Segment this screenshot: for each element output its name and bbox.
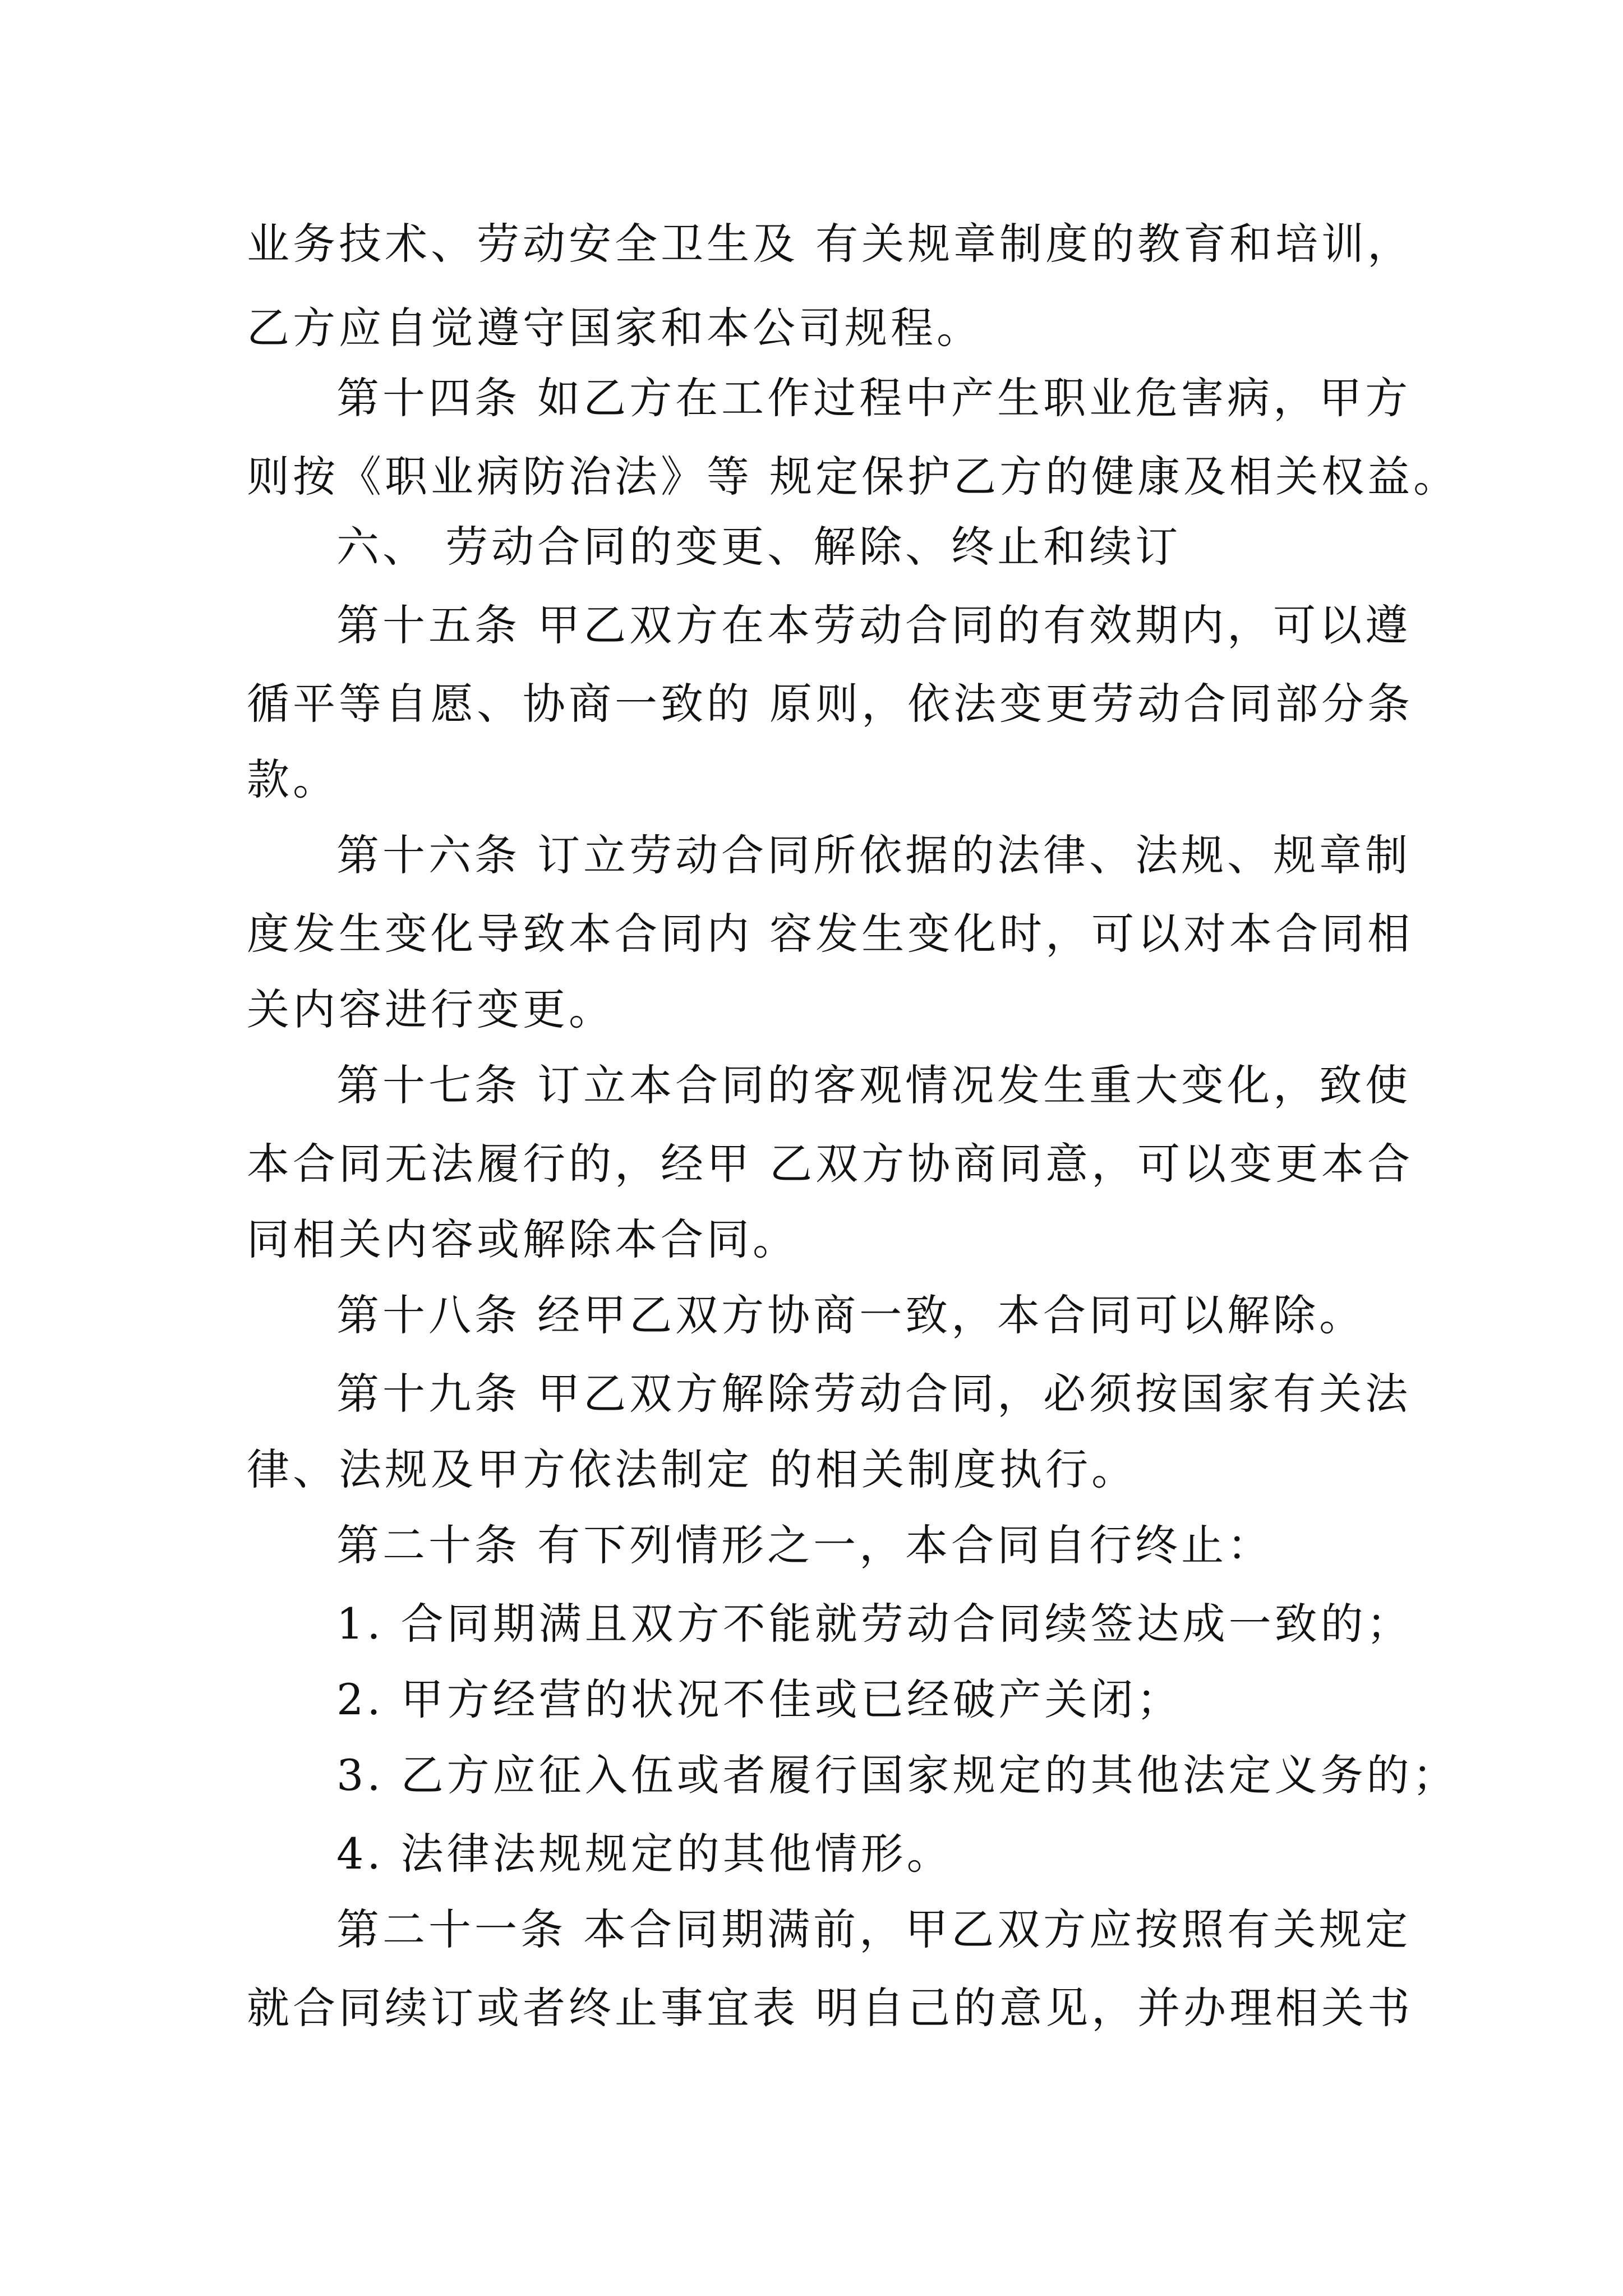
text-line: 第十九条 甲乙双方解除劳动合同，必须按国家有关法	[336, 1369, 1412, 1419]
text-line: 就合同续订或者终止事宜表 明自己的意见，并办理相关书	[247, 1983, 1414, 2033]
text-line: 同相关内容或解除本合同。	[247, 1214, 799, 1264]
text-line: 第十七条 订立本合同的客观情况发生重大变化，致使	[336, 1060, 1412, 1110]
text-line: 律、法规及甲方依法制定 的相关制度执行。	[247, 1444, 1138, 1494]
text-line: 第十八条 经甲乙双方协商一致，本合同可以解除。	[336, 1290, 1366, 1340]
text-line: 度发生变化导致本合同内 容发生变化时，可以对本合同相	[247, 909, 1414, 959]
list-item: 2. 甲方经营的状况不佳或已经破产关闭；	[336, 1674, 1183, 1724]
text-line: 第十五条 甲乙双方在本劳动合同的有效期内，可以遵	[336, 600, 1412, 650]
text-line: 乙方应自觉遵守国家和本公司规程。	[247, 303, 983, 353]
section-heading: 六、 劳动合同的变更、解除、终止和续订	[336, 522, 1182, 572]
text-line: 款。	[247, 754, 339, 804]
text-line: 本合同无法履行的，经甲 乙双方协商同意，可以变更本合	[247, 1139, 1414, 1189]
text-line: 循平等自愿、协商一致的 原则，依法变更劳动合同部分条	[247, 679, 1414, 729]
text-line: 则按《职业病防治法》等 规定保护乙方的健康及相关权益。	[247, 452, 1460, 501]
text-line: 关内容进行变更。	[247, 984, 615, 1034]
text-line: 第二十条 有下列情形之一，本合同自行终止：	[336, 1520, 1274, 1570]
text-line: 第十六条 订立劳动合同所依据的法律、法规、规章制	[336, 830, 1412, 880]
text-line: 业务技术、劳动安全卫生及 有关规章制度的教育和培训，	[247, 219, 1414, 269]
list-item: 4. 法律法规规定的其他情形。	[336, 1829, 953, 1879]
text-line: 第十四条 如乙方在工作过程中产生职业危害病，甲方	[336, 373, 1412, 423]
list-item: 3. 乙方应征入伍或者履行国家规定的其他法定义务的；	[336, 1750, 1459, 1800]
list-item: 1. 合同期满且双方不能就劳动合同续签达成一致的；	[336, 1599, 1413, 1649]
text-line: 第二十一条 本合同期满前，甲乙双方应按照有关规定	[336, 1904, 1412, 1954]
